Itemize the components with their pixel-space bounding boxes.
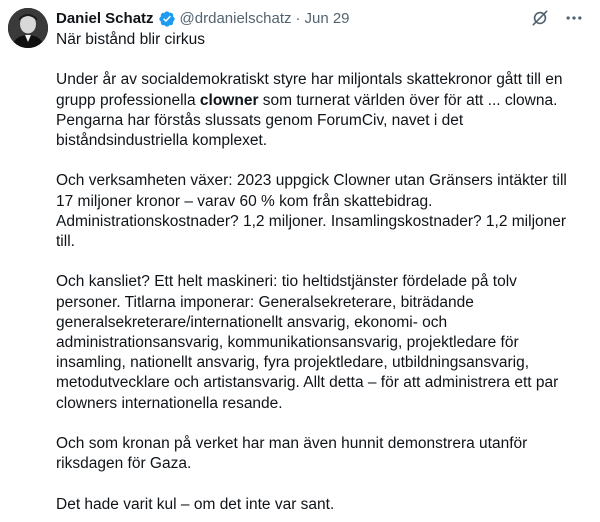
tweet-title: När bistånd blir cirkus: [56, 31, 206, 48]
tweet-header: [56, 8, 584, 30]
avatar-photo-icon: [8, 8, 48, 48]
avatar[interactable]: [8, 8, 48, 48]
tweet-paragraph-3: Och kansliet? Ett helt maskineri: tio heltidstjänster fördelade på tolv personer. Titlarna imponerar: Generalsekreterare, biträdande generalsekreterare/internationellt ansvarig, ekonomi- och administrationsansvarig, kommunikationsansvarig, projektledare för insamling, nationellt ansvarig, fyra projektledare, utbildningsansvarig, metodutvecklare och artistansvarig. Allt detta – för att administrera ett par clowners internationella resande.: [56, 273, 559, 412]
tweet-paragraph-4: Och som kronan på verket har man även hunnit demonstrera utanför riksdagen för Gaza.: [56, 435, 528, 473]
grok-slash-icon[interactable]: [530, 8, 550, 28]
author-display-name[interactable]: Daniel Schatz: [56, 10, 154, 27]
tweet-paragraph-5: Det hade varit kul – om det inte var sant.: [56, 495, 335, 513]
tweet-paragraph-1: [56, 70, 584, 151]
tweet-date[interactable]: Jun 29: [304, 10, 350, 27]
paragraph-1-start: Under år av socialdemokratiskt styre har miljontals skattekronor gått till en grupp professionella: [56, 71, 563, 109]
paragraph-1-bold: clowner: [199, 91, 259, 109]
tweet-text: [56, 30, 584, 515]
header-actions: [530, 8, 584, 28]
tweet-paragraph-2: Och verksamheten växer: 2023 uppgick Clowner utan Gränsers intäkter till 17 miljoner kronor – varav 60 % kom från skattebidrag. Administrationskostnader? 1,2 miljoner. Insamlingskostnader? 1,2 miljoner till.: [56, 172, 567, 250]
header-separator: ·: [295, 10, 301, 27]
paragraph-1-end: som turnerat världen över för att ... clowna. Pengarna har förstås slussats genom ForumCiv, navet i det biståndsindustriella komplexet.: [56, 91, 558, 149]
author-handle[interactable]: @drdanielschatz: [179, 10, 292, 27]
more-dots-icon[interactable]: [564, 8, 584, 28]
verified-badge-icon: [158, 10, 176, 28]
